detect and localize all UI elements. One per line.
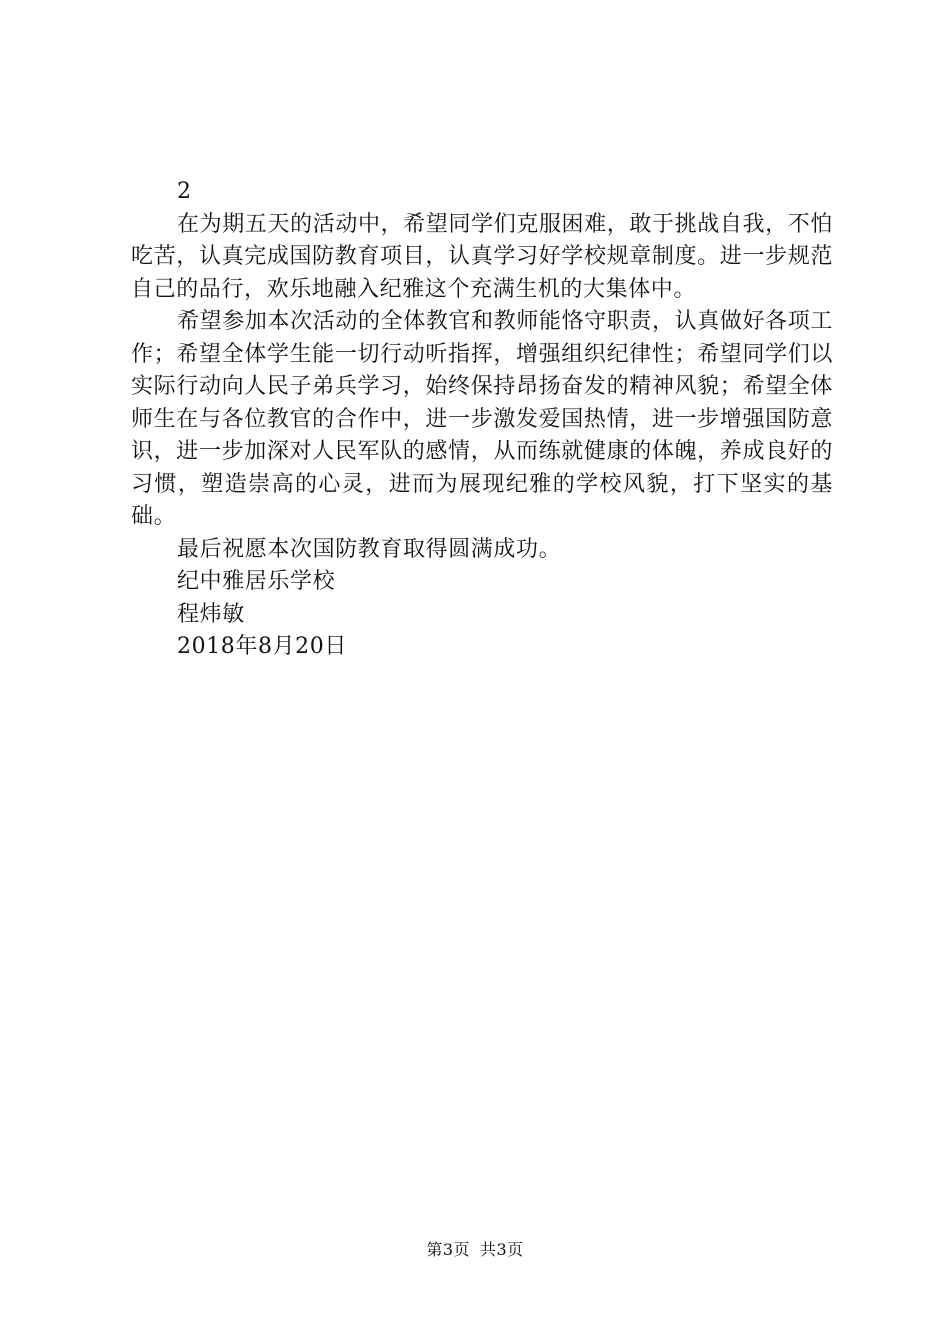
signature-name: 程炜敏 (177, 601, 245, 627)
paragraph-2: 希望参加本次活动的全体教官和教师能恪守职责，认真做好各项工作；希望全体学生能一切行动听指挥，增强组织纪律性；希望同学们以实际行动向人民子弟兵学习，始终保持昂扬奋发的精神风貌；希望全体师生在与各位教官的合作中，进一步激发爱国热情，进一步增强国防意识，进一步加深对人民军队的感情，从而练就健康的体魄，养成良好的习惯，塑造崇高的心灵，进而为展现纪雅的学校风貌，打下坚实的基础。 (131, 309, 833, 529)
page-footer (0, 1240, 950, 1260)
paragraph-3: 最后祝愿本次国防教育取得圆满成功。 (177, 536, 562, 562)
signature-date: 2018年8月20日 (177, 634, 347, 659)
page-marker: 2 (177, 179, 192, 204)
paragraph-1: 在为期五天的活动中，希望同学们克服困难，敢于挑战自我，不怕吃苦，认真完成国防教育项目，认真学习好学校规章制度。进一步规范自己的品行，欢乐地融入纪雅这个充满生机的大集体中。 (131, 211, 833, 302)
signature-school: 纪中雅居乐学校 (177, 569, 336, 594)
page-total: 共3页 (480, 1240, 524, 1259)
page-number: 第3页 (426, 1240, 470, 1259)
document-body (131, 176, 833, 664)
